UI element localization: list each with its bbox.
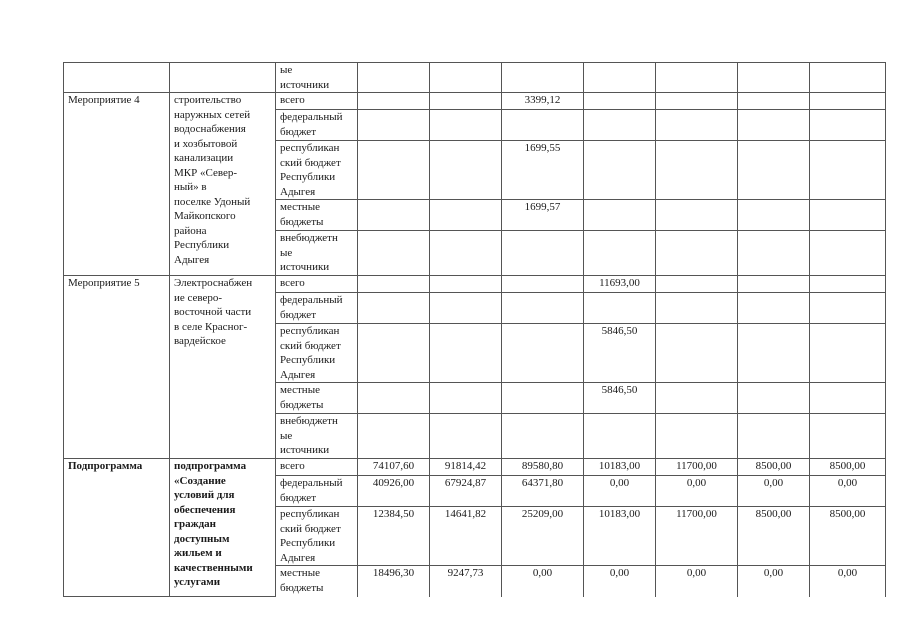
value-cell: 67924,87 <box>430 476 502 507</box>
event-name-line: условий для <box>174 489 235 501</box>
source-cell <box>276 231 358 276</box>
value-cell: 11693,00 <box>584 276 656 293</box>
value-cell <box>358 93 430 110</box>
value-cell <box>430 276 502 293</box>
value-cell: 89580,80 <box>502 459 584 476</box>
source-label: республикан <box>280 325 340 337</box>
table-row <box>64 63 886 93</box>
event-name-line: Республики <box>174 239 230 251</box>
value-cell: 5846,50 <box>584 383 656 414</box>
value-cell <box>738 110 810 141</box>
value-cell <box>738 324 810 383</box>
value-cell <box>502 231 584 276</box>
event-name-line: поселке Удоный <box>174 195 251 208</box>
value-cell <box>584 293 656 324</box>
value-cell <box>810 200 886 231</box>
source-label: местные <box>280 384 320 396</box>
event-name-line: восточной части <box>174 306 252 318</box>
value-cell: 40926,00 <box>358 476 430 507</box>
source-cell <box>276 324 358 383</box>
event-label-cell <box>64 63 170 93</box>
value-cell: 0,00 <box>738 566 810 597</box>
value-cell: 0,00 <box>656 566 738 597</box>
value-cell <box>810 63 886 93</box>
value-cell: 9247,73 <box>430 566 502 597</box>
value-cell: 0,00 <box>810 566 886 597</box>
source-label: бюджет <box>280 125 316 138</box>
value-cell <box>430 324 502 383</box>
value-cell: 8500,00 <box>810 507 886 566</box>
value-cell <box>358 276 430 293</box>
value-cell <box>502 293 584 324</box>
value-cell: 12384,50 <box>358 507 430 566</box>
value-cell <box>430 93 502 110</box>
source-label: ский бюджет <box>280 522 341 535</box>
value-cell <box>430 141 502 200</box>
source-cell <box>276 63 358 93</box>
value-cell <box>430 414 502 459</box>
source-label: местные <box>280 201 320 213</box>
event-name-line: строительство <box>174 94 242 106</box>
value-cell: 3399,12 <box>502 93 584 110</box>
source-label: ский бюджет <box>280 339 341 352</box>
source-cell <box>276 293 358 324</box>
value-cell <box>810 110 886 141</box>
event-name-cell <box>170 459 276 597</box>
event-label: Мероприятие 4 <box>68 94 140 106</box>
event-name-cell <box>170 93 276 276</box>
value-cell <box>656 63 738 93</box>
value-cell: 0,00 <box>584 566 656 597</box>
value-cell: 91814,42 <box>430 459 502 476</box>
event-name-line: в селе Красног- <box>174 320 248 333</box>
source-label: источники <box>280 78 330 91</box>
value-cell <box>656 141 738 200</box>
event-name-line: подпрограмма <box>174 460 247 472</box>
value-cell <box>810 231 886 276</box>
value-cell <box>430 231 502 276</box>
event-name-line: Электроснабжен <box>174 277 253 289</box>
source-label: Республики <box>280 354 336 366</box>
value-cell <box>656 110 738 141</box>
event-name-line: услугами <box>174 576 221 588</box>
source-label: всего <box>280 277 305 289</box>
event-name-line: качественными <box>174 561 253 574</box>
event-name-line: водоснабжения <box>174 123 246 135</box>
value-cell: 1699,55 <box>502 141 584 200</box>
value-cell <box>584 110 656 141</box>
value-cell <box>358 141 430 200</box>
value-cell <box>810 383 886 414</box>
event-name-line: «Создание <box>174 474 226 487</box>
value-cell <box>810 293 886 324</box>
source-label: ые <box>280 429 293 442</box>
event-name-line: МКР «Север- <box>174 166 238 179</box>
value-cell <box>502 276 584 293</box>
event-name-line: наружных сетей <box>174 108 251 121</box>
value-cell <box>656 276 738 293</box>
value-cell <box>358 293 430 324</box>
value-cell <box>810 414 886 459</box>
value-cell <box>656 324 738 383</box>
value-cell <box>656 293 738 324</box>
source-label: ский бюджет <box>280 156 341 169</box>
value-cell: 25209,00 <box>502 507 584 566</box>
value-cell <box>584 231 656 276</box>
value-cell <box>810 276 886 293</box>
value-cell: 74107,60 <box>358 459 430 476</box>
value-cell <box>738 414 810 459</box>
event-label-cell <box>64 276 170 459</box>
source-label: федеральный <box>280 294 343 306</box>
source-label: ые <box>280 246 293 259</box>
value-cell <box>430 110 502 141</box>
source-label: бюджет <box>280 491 316 504</box>
source-cell <box>276 141 358 200</box>
source-cell <box>276 507 358 566</box>
source-label: ые <box>280 64 293 76</box>
source-cell <box>276 476 358 507</box>
source-label: бюджеты <box>280 581 324 594</box>
value-cell <box>584 93 656 110</box>
value-cell: 18496,30 <box>358 566 430 597</box>
value-cell: 14641,82 <box>430 507 502 566</box>
event-label: Мероприятие 5 <box>68 277 140 289</box>
value-cell <box>430 383 502 414</box>
value-cell <box>584 414 656 459</box>
value-cell: 0,00 <box>738 476 810 507</box>
table-row <box>64 93 886 110</box>
source-label: федеральный <box>280 111 343 123</box>
value-cell <box>502 324 584 383</box>
value-cell <box>502 383 584 414</box>
source-label: Адыгея <box>280 368 316 381</box>
event-name-line: доступным <box>174 532 230 545</box>
table-row <box>64 276 886 293</box>
value-cell <box>358 414 430 459</box>
value-cell <box>656 383 738 414</box>
source-cell <box>276 93 358 110</box>
value-cell <box>502 110 584 141</box>
value-cell: 8500,00 <box>738 459 810 476</box>
event-name-line: вардейское <box>174 335 226 347</box>
source-label: Республики <box>280 537 336 549</box>
value-cell <box>738 93 810 110</box>
source-cell <box>276 414 358 459</box>
event-label-cell <box>64 459 170 597</box>
value-cell <box>656 414 738 459</box>
value-cell <box>656 231 738 276</box>
value-cell <box>810 93 886 110</box>
value-cell: 5846,50 <box>584 324 656 383</box>
source-label: источники <box>280 444 330 456</box>
value-cell <box>810 324 886 383</box>
source-label: бюджеты <box>280 215 324 228</box>
value-cell <box>358 110 430 141</box>
value-cell: 0,00 <box>584 476 656 507</box>
value-cell <box>738 200 810 231</box>
source-label: бюджеты <box>280 398 324 411</box>
event-name-line: ный» в <box>174 181 207 193</box>
source-label: Адыгея <box>280 185 316 198</box>
source-label: Адыгея <box>280 551 316 564</box>
source-label: всего <box>280 94 305 106</box>
source-label: местные <box>280 567 320 579</box>
value-cell <box>358 383 430 414</box>
value-cell: 10183,00 <box>584 507 656 566</box>
source-cell <box>276 276 358 293</box>
event-name-line: жильем и <box>174 547 222 559</box>
event-name-line: обеспечения <box>174 503 236 516</box>
source-label: республикан <box>280 142 340 154</box>
source-label: внебюджетн <box>280 232 338 244</box>
value-cell <box>738 141 810 200</box>
value-cell: 11700,00 <box>656 459 738 476</box>
value-cell <box>584 63 656 93</box>
value-cell <box>584 200 656 231</box>
value-cell <box>738 63 810 93</box>
source-label: федеральный <box>280 477 343 489</box>
source-cell <box>276 459 358 476</box>
value-cell: 64371,80 <box>502 476 584 507</box>
source-cell <box>276 383 358 414</box>
event-label-cell <box>64 93 170 276</box>
value-cell: 0,00 <box>502 566 584 597</box>
source-label: Республики <box>280 171 336 183</box>
source-label: внебюджетн <box>280 415 338 427</box>
value-cell <box>430 200 502 231</box>
value-cell: 11700,00 <box>656 507 738 566</box>
event-label: Подпрограмма <box>68 460 143 472</box>
source-label: источники <box>280 261 330 273</box>
value-cell <box>738 276 810 293</box>
table-body <box>64 63 886 597</box>
value-cell <box>738 293 810 324</box>
event-name-cell <box>170 63 276 93</box>
value-cell <box>738 383 810 414</box>
event-name-line: Адыгея <box>174 253 210 266</box>
source-label: бюджет <box>280 308 316 321</box>
value-cell <box>656 200 738 231</box>
value-cell <box>430 293 502 324</box>
event-name-line: канализации <box>174 152 234 164</box>
value-cell: 0,00 <box>810 476 886 507</box>
event-name-line: Майкопского <box>174 210 236 222</box>
value-cell <box>358 231 430 276</box>
value-cell: 0,00 <box>656 476 738 507</box>
value-cell <box>502 63 584 93</box>
value-cell <box>656 93 738 110</box>
value-cell: 1699,57 <box>502 200 584 231</box>
event-name-line: граждан <box>174 518 216 530</box>
value-cell <box>358 63 430 93</box>
value-cell: 10183,00 <box>584 459 656 476</box>
value-cell <box>502 414 584 459</box>
event-name-line: ие северо- <box>174 291 223 304</box>
value-cell <box>738 231 810 276</box>
value-cell <box>810 141 886 200</box>
source-cell <box>276 110 358 141</box>
source-label: республикан <box>280 508 340 520</box>
value-cell <box>358 200 430 231</box>
value-cell <box>358 324 430 383</box>
event-name-line: и хозбытовой <box>174 137 238 150</box>
source-cell <box>276 566 358 597</box>
value-cell: 8500,00 <box>810 459 886 476</box>
value-cell: 8500,00 <box>738 507 810 566</box>
event-name-cell <box>170 276 276 459</box>
value-cell <box>430 63 502 93</box>
source-cell <box>276 200 358 231</box>
budget-table <box>63 62 886 597</box>
event-name-line: района <box>174 224 207 237</box>
value-cell <box>584 141 656 200</box>
table-row <box>64 459 886 476</box>
source-label: всего <box>280 460 305 472</box>
